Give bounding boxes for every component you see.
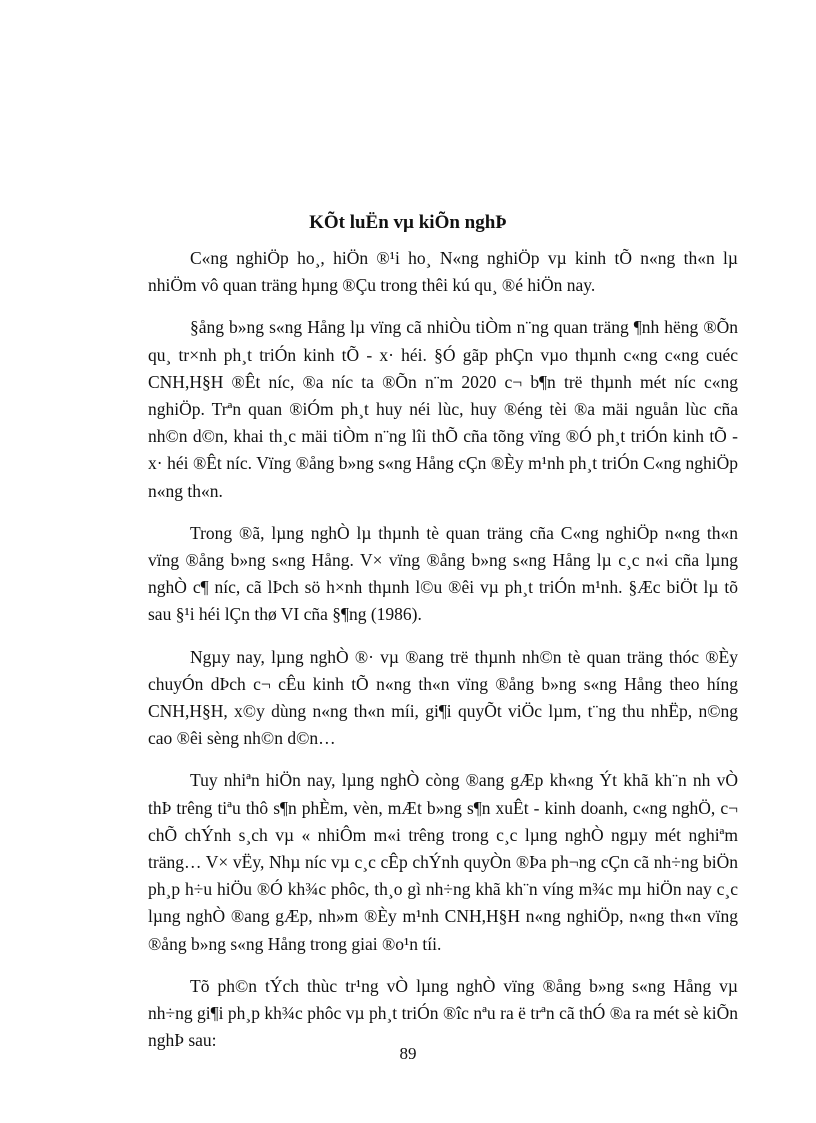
page-number: 89 (399, 1044, 417, 1063)
paragraph: C«ng nghiÖp ho¸, hiÖn ®¹i ho¸ N«ng nghiÖp vµ kinh tÕ n«ng th«n lµ nhiÖm vô quan träng hµng ®Çu trong thêi kú qu¸ ®é hiÖn nay. (148, 248, 738, 296)
paragraph: Tuy nhiªn hiÖn nay, lµng nghÒ còng ®ang gÆp kh«ng Ýt khã kh¨n nh vÒ thÞ trêng tiªu thô s¶n phÈm, vèn, mÆt b»ng s¶n xuÊt - kinh doanh, c«ng nghÖ, c¬ chÕ chÝnh s¸ch vµ « nhiÔm m«i trêng trong c¸c lµng nghÒ ngµy mét nghiªm träng… V× vËy, Nhµ níc vµ c¸c cÊp chÝnh quyÒn ®Þa ph¬ng cÇn cã nh÷ng biÖn ph¸p h÷u hiÖu ®Ó kh¾c phôc, th¸o gì nh÷ng khã kh¨n víng m¾c mµ hiÖn nay c¸c lµng nghÒ ®ang gÆp, nh»m ®Èy m¹nh CNH,H§H n«ng nghiÖp, n«ng th«n vïng ®ång b»ng s«ng Hång trong giai ®o¹n tíi. (148, 770, 738, 954)
paragraph: Ngµy nay, lµng nghÒ ®· vµ ®ang trë thµnh nh©n tè quan träng thóc ®Èy chuyÓn dÞch c¬ cÊu kinh tÕ n«ng th«n vïng ®ång b»ng s«ng Hång theo híng CNH,H§H, x©y dùng n«ng th«n míi, gi¶i quyÕt viÖc lµm, t¨ng thu nhËp, n©ng cao ®êi sèng nh©n d©n… (148, 646, 738, 749)
paragraph: §ång b»ng s«ng Hång lµ vïng cã nhiÒu tiÒm n¨ng quan träng ¶nh hëng ®Õn qu¸ tr×nh ph¸t triÓn kinh tÕ - x· héi. §Ó gãp phÇn vµo thµnh c«ng c«ng cuéc CNH,H§H ®Êt níc, ®a níc ta ®Õn n¨m 2020 c¬ b¶n trë thµnh mét níc c«ng nghiÖp. Trªn quan ®iÓm ph¸t huy néi lùc, huy ®éng tèi ®a mäi nguån lùc cña nh©n d©n, khai th¸c mäi tiÒm n¨ng lîi thÕ cña tõng vïng ®Ó ph¸t triÓn kinh tÕ - x· héi ®Êt níc. Vïng ®ång b»ng s«ng Hång cÇn ®Èy m¹nh ph¸t triÓn C«ng nghiÖp n«ng th«n. (148, 317, 738, 501)
paragraph: Trong ®ã, lµng nghÒ lµ thµnh tè quan träng cña C«ng nghiÖp n«ng th«n vïng ®ång b»ng s«ng Hång. V× vïng ®ång b»ng s«ng Hång lµ c¸c n«i cña lµng nghÒ c¶ níc, cã lÞch sö h×nh thµnh l©u ®êi vµ ph¸t triÓn m¹nh. §Æc biÖt lµ tõ sau §¹i héi lÇn thø VI cña §¶ng (1986). (148, 522, 738, 625)
paragraph: Tõ ph©n tÝch thùc tr¹ng vÒ lµng nghÒ vïng ®ång b»ng s«ng Hång vµ nh÷ng gi¶i ph¸p kh¾c phôc vµ ph¸t triÓn ®îc nªu ra ë trªn cã thÓ ®a ra mét sè kiÕn nghÞ sau: (148, 975, 738, 1051)
body-text (148, 245, 738, 1069)
section-title: KÕt luËn vµ kiÕn nghÞ (309, 212, 507, 233)
